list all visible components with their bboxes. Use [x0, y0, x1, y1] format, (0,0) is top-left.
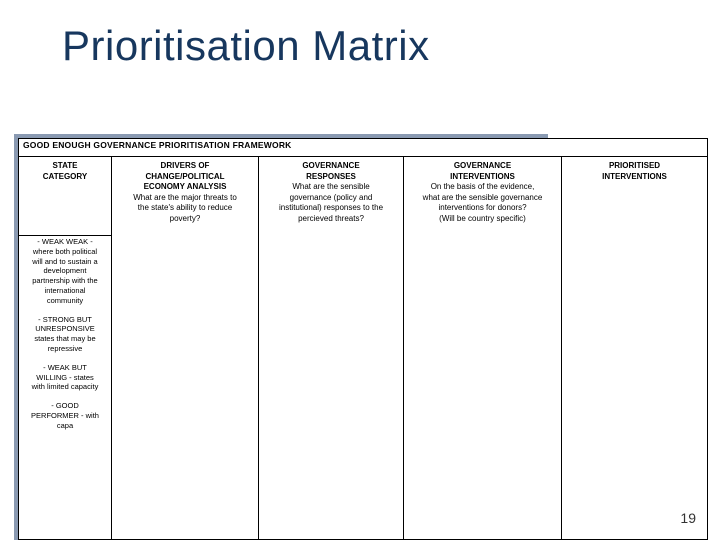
- state-category-item: [19, 363, 111, 392]
- framework-heading: GOOD ENOUGH GOVERNANCE PRIORITISATION FRAMEWORK: [23, 140, 292, 150]
- column-drivers-of-change: [111, 157, 258, 539]
- heading-line: DRIVERS OF: [160, 161, 210, 170]
- framework-table: [18, 138, 708, 540]
- text-line: repressive: [47, 343, 83, 353]
- heading-line: CATEGORY: [42, 171, 88, 181]
- text-line: governance (policy and: [289, 192, 373, 202]
- state-category-list: [19, 237, 111, 440]
- heading-line: RESPONSES: [306, 171, 356, 181]
- column-governance-interventions: [403, 157, 561, 539]
- text-line: PERFORMER - with: [31, 410, 99, 420]
- heading-line: STATE: [52, 161, 78, 170]
- text-line: partnership with the: [32, 276, 98, 286]
- text-line: - STRONG BUT: [38, 314, 92, 324]
- text-line: international: [44, 285, 86, 295]
- column-heading: [404, 161, 561, 182]
- text-line: where both political: [32, 246, 98, 256]
- text-line: institutional) responses to the: [278, 203, 384, 212]
- heading-line: ECONOMY ANALYSIS: [143, 182, 227, 191]
- column-heading: [19, 161, 111, 182]
- column-heading: [562, 161, 707, 182]
- heading-line: CHANGE/POLITICAL: [145, 171, 225, 181]
- text-line: What are the major threats to: [133, 192, 237, 202]
- column-header: [404, 157, 561, 224]
- text-line: (Will be country specific): [439, 213, 526, 223]
- heading-line: GOVERNANCE: [302, 161, 360, 170]
- column-description: [259, 182, 403, 224]
- heading-line: PRIORITISED: [608, 161, 661, 170]
- text-line: with limited capacity: [31, 382, 99, 392]
- text-line: interventions for donors?: [438, 203, 527, 212]
- column-description: [112, 193, 258, 225]
- text-line: - GOOD: [51, 401, 79, 411]
- column-prioritised-interventions: [561, 157, 707, 539]
- text-line: community: [46, 295, 84, 305]
- text-line: capa: [56, 420, 74, 430]
- framework-grid: [19, 156, 707, 539]
- text-line: - WEAK WEAK -: [37, 237, 93, 246]
- text-line: the state's ability to reduce: [137, 203, 233, 212]
- state-category-item: [19, 401, 111, 430]
- column-header: [562, 157, 707, 182]
- text-line: WILLING - states: [36, 372, 94, 382]
- state-category-item: [19, 315, 111, 354]
- text-line: development: [43, 266, 87, 276]
- column-header: [112, 157, 258, 224]
- state-divider: [19, 235, 111, 236]
- slide-title: Prioritisation Matrix: [62, 22, 430, 69]
- text-line: what are the sensible governance: [422, 192, 543, 202]
- text-line: will and to sustain a: [32, 256, 98, 266]
- heading-line: INTERVENTIONS: [450, 171, 515, 181]
- text-line: UNRESPONSIVE: [35, 324, 95, 334]
- text-line: - WEAK BUT: [43, 362, 87, 372]
- column-governance-responses: [258, 157, 403, 539]
- text-line: What are the sensible: [292, 182, 370, 191]
- column-heading: [112, 161, 258, 193]
- column-header: [19, 157, 111, 182]
- heading-line: INTERVENTIONS: [602, 171, 667, 181]
- page-number: 19: [680, 510, 696, 526]
- column-header: [259, 157, 403, 224]
- column-description: [404, 182, 561, 224]
- column-heading: [259, 161, 403, 182]
- text-line: states that may be: [34, 334, 96, 344]
- state-category-item: [19, 237, 111, 306]
- text-line: On the basis of the evidence,: [430, 182, 535, 191]
- column-state-category: [19, 157, 111, 539]
- heading-line: GOVERNANCE: [453, 161, 512, 170]
- text-line: poverty?: [169, 213, 201, 223]
- text-line: percieved threats?: [298, 213, 364, 223]
